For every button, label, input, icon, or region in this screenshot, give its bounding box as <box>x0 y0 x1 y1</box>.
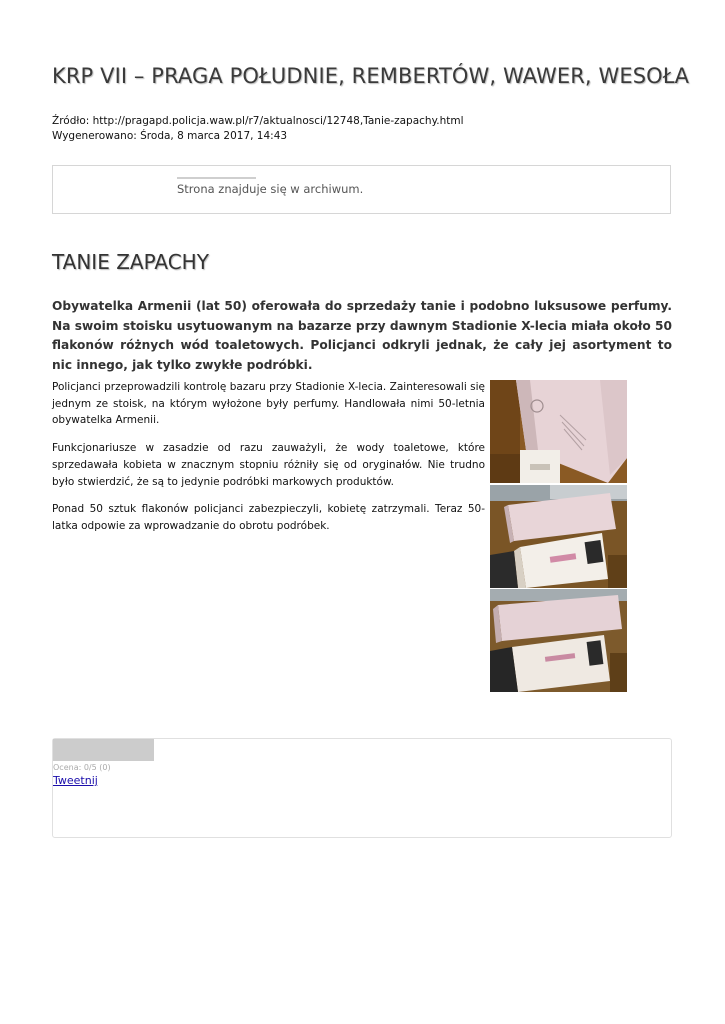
gallery-photo-perfume-box[interactable] <box>490 380 627 483</box>
gallery-photo-stacked-boxes[interactable] <box>490 485 627 588</box>
gallery-photo-boxes-angle[interactable] <box>490 589 627 692</box>
rating-stars-bar[interactable] <box>53 739 154 761</box>
print-meta <box>52 114 464 143</box>
archive-notice <box>52 165 671 214</box>
article-paragraph: Funkcjonariusze w zasadzie od razu zauważyli, że wody toaletowe, które sprzedawała kobieta w znacznym stopniu różniły się od oryginałów. Nie trudno było stwierdzić, że są to jedynie podróbki markowych produktów. <box>52 442 485 488</box>
perfume-box-photo <box>490 380 627 483</box>
rating-panel <box>52 738 672 838</box>
boxes-angle-photo <box>490 589 627 692</box>
site-title: KRP VII – PRAGA POŁUDNIE, REMBERTÓW, WAWER, WESOŁA <box>52 64 690 88</box>
source-url-line: Źródło: http://pragapd.policja.waw.pl/r7/aktualnosci/12748,Tanie-zapachy.html <box>52 115 464 127</box>
archive-notice-divider <box>177 177 256 179</box>
archive-notice-text: Strona znajduje się w archiwum. <box>177 182 364 196</box>
article-paragraph: Policjanci przeprowadzili kontrolę bazaru przy Stadionie X-lecia. Zainteresowali się jednym ze stoisk, na którym wyłożone były perfumy. Handlowała nimi 50-letnia obywatelka Armenii. <box>52 381 485 427</box>
tweet-link[interactable]: Tweetnij <box>53 774 98 787</box>
article-body <box>52 379 485 546</box>
article-paragraph: Ponad 50 sztuk flakonów policjanci zabezpieczyli, kobietę zatrzymali. Teraz 50-latka odpowie za wprowadzanie do obrotu podróbek. <box>52 503 485 532</box>
photo-gallery <box>490 380 627 694</box>
generated-date-line: Wygenerowano: Środa, 8 marca 2017, 14:43 <box>52 129 288 142</box>
article-lead: Obywatelka Armenii (lat 50) oferowała do sprzedaży tanie i podobno luksusowe perfumy. Na swoim stoisku usytuowanym na bazarze przy dawnym Stadionie X-lecia miała około 50 flakonów różnych wód toaletowych. Policjanci odkryli jednak, że cały jej asortyment to nic innego, jak tylko zwykłe podróbki. <box>52 299 672 372</box>
article-title: TANIE ZAPACHY <box>52 250 209 274</box>
rating-text: Ocena: 0/5 (0) <box>53 763 111 772</box>
stacked-boxes-photo <box>490 485 627 588</box>
